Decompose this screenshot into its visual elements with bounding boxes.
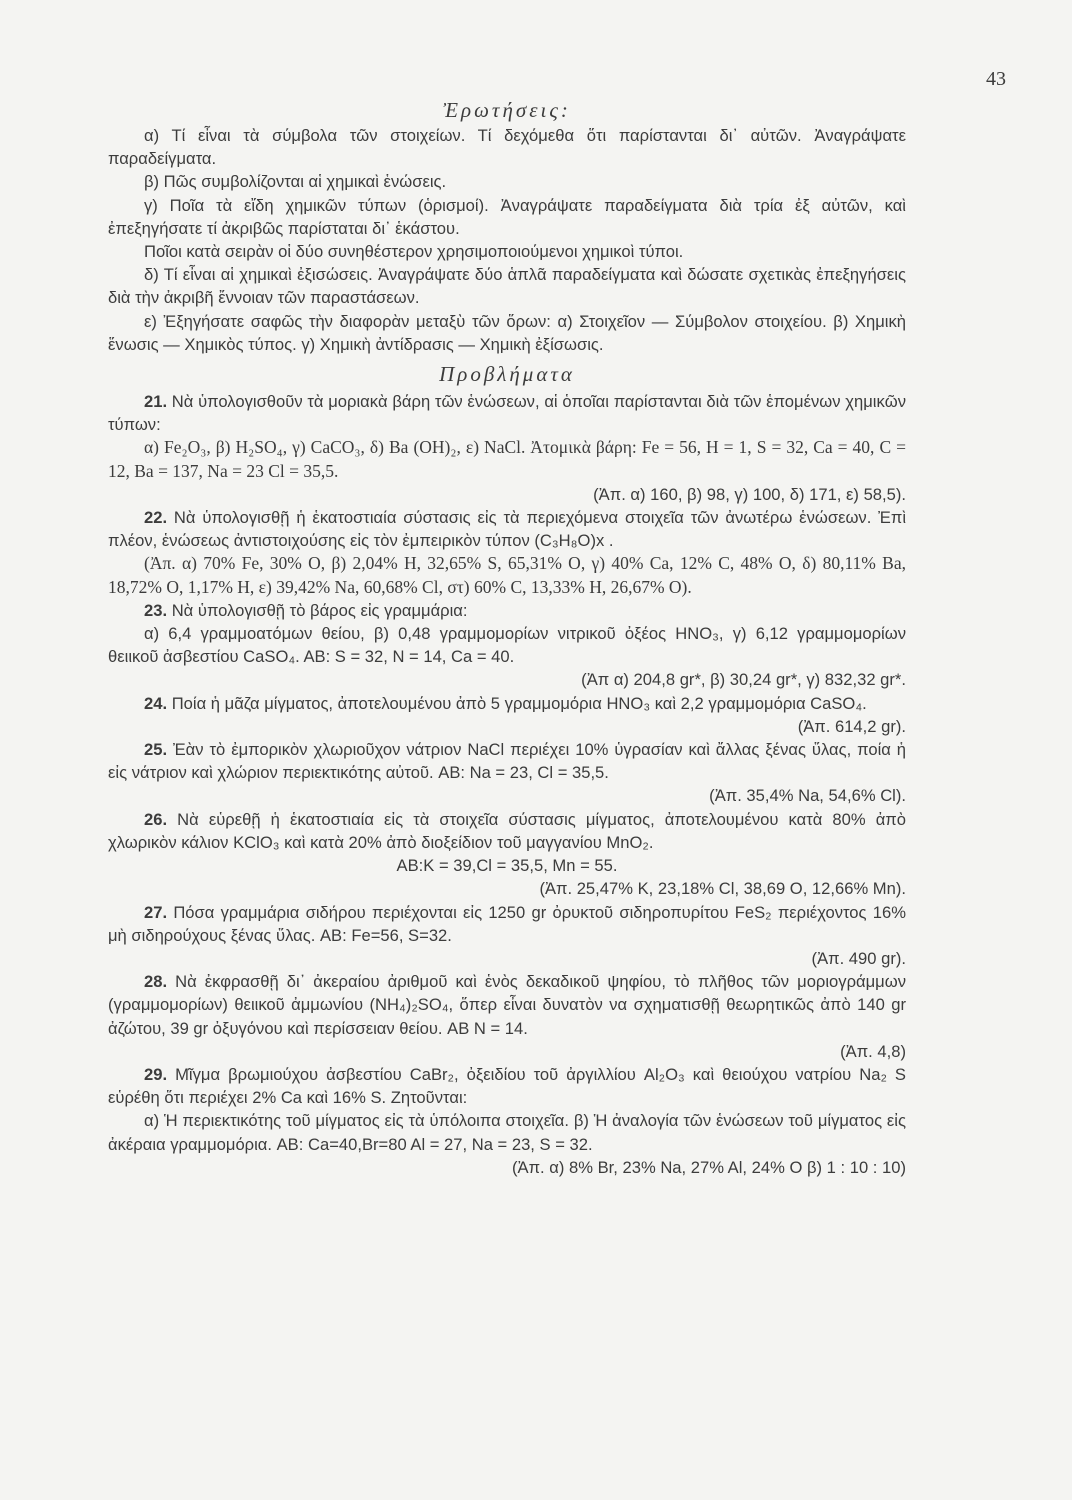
- problem-29-answer: (Ἀπ. α) 8% Br, 23% Na, 27% Al, 24% O β) 1 : 10 : 10): [512, 1157, 906, 1177]
- problem-26-atomic-weights: AB:K = 39,Cl = 35,5, Mn = 55.: [396, 856, 618, 876]
- problem-text: Πόσα γραμμάρια σιδήρου περιέχονται εἰς 1250 gr ὀρυκτοῦ σιδηροπυρίτου FeS₂ περιέχοντος 16% μὴ σιδηρούχους ξένας ὕλας. AB: Fe=56, S=32.: [108, 902, 906, 945]
- problem-number: 26.: [144, 809, 168, 829]
- problem-number: 21.: [144, 392, 168, 412]
- problem-21: [108, 390, 906, 436]
- page-content: [108, 96, 906, 1179]
- problem-29: [108, 1063, 906, 1109]
- problem-28-answer: (Ἀπ. 4,8): [840, 1041, 906, 1061]
- problem-text: Νὰ ὑπολογισθῇ τὸ βάρος εἰς γραμμάρια:: [167, 600, 468, 620]
- question-e: ε) Ἐξηγήσατε σαφῶς τὴν διαφορὰν μεταξὺ τῶν ὅρων: α) Στοιχεῖον — Σύμβολον στοιχείου. β) Χημικὴ ἕνωσις — Χημικὸς τύπος. γ) Χημικὴ ἀντίδρασις — Χημικὴ ἐξίσωσις.: [108, 311, 906, 354]
- page-number: 43: [986, 68, 1006, 90]
- problem-24: [108, 692, 906, 715]
- problem-27: [108, 901, 906, 947]
- problem-text: Ἐὰν τὸ ἐμπορικὸν χλωριοῦχον νάτριον NaCl περιέχει 10% ὑγρασίαν καὶ ἄλλας ξένας ὕλας, ποία ἡ εἰς νάτριον καὶ χλώριον περιεκτικότης αὐτοῦ. AB: Na = 23, Cl = 35,5.: [108, 740, 906, 783]
- problem-21-formulas: α) Fe₂O₃, β) H₂SO₄, γ) CaCO₃, δ) Ba (OH)₂, ε) NaCl. Ἀτομικὰ βάρη: Fe = 56, H = 1, S = 32, Ca = 40, C = 12, Ba = 137, Na = 23 Cl = 35,5.: [108, 437, 906, 481]
- problem-number: 25.: [144, 740, 168, 760]
- problem-22-answer: (Ἀπ. α) 70% Fe, 30% O, β) 2,04% H, 32,65% S, 65,31% O, γ) 40% Ca, 12% C, 48% O, δ) 80,11% Ba, 18,72% O, 1,17% H, ε) 39,42% Na, 60,68% Cl, στ) 60% C, 13,33% H, 26,67% O).: [108, 553, 906, 597]
- problem-21-answer: (Ἀπ. α) 160, β) 98, γ) 100, δ) 171, ε) 58,5).: [593, 484, 906, 504]
- problem-29-body: α) Ἡ περιεκτικότης τοῦ μίγματος εἰς τὰ ὑπόλοιπα στοιχεῖα. β) Ἡ ἀναλογία τῶν ἑνώσεων τοῦ μίγματος εἰς ἀκέραια γραμμομόρια. AB: Ca=40,Br=80 Al = 27, Na = 23, S = 32.: [108, 1111, 906, 1154]
- problem-number: 23.: [144, 600, 168, 620]
- problem-text: Νὰ ὑπολογισθοῦν τὰ μοριακὰ βάρη τῶν ἑνώσεων, αἱ ὁποῖαι παρίστανται διὰ τῶν ἑπομένων χημικῶν τύπων:: [108, 392, 906, 435]
- problem-text: Νὰ εὑρεθῇ ἡ ἑκατοστιαία εἰς τὰ στοιχεῖα σύστασις μίγματος, ἀποτελουμένου κατὰ 80% ἀπὸ χλωρικὸν κάλιον KClO₃ καὶ κατὰ 20% ἀπὸ διοξείδιον τοῦ μαγγανίου MnO₂.: [108, 809, 906, 852]
- problem-28: [108, 970, 906, 1040]
- problem-text: Ποία ἡ μᾶζα μίγματος, ἀποτελουμένου ἀπὸ 5 γραμμομόρια HNO₃ καὶ 2,2 γραμμομόρια CaSO₄.: [167, 693, 867, 713]
- problem-text: Μῖγμα βρωμιούχου ἀσβεστίου CaBr₂, ὀξειδίου τοῦ ἀργιλλίου Al₂O₃ καὶ θειούχου νατρίου Na₂ S εὑρέθη ὅτι περιέχει 2% Ca καὶ 16% S. Ζητοῦνται:: [108, 1064, 906, 1108]
- problem-23-answer: (Ἀπ α) 204,8 gr*, β) 30,24 gr*, γ) 832,32 gr*.: [581, 670, 906, 690]
- problem-number: 24.: [144, 693, 168, 713]
- question-c-cont: Ποῖοι κατὰ σειρὰν οἱ δύο συνηθέστερον χρησιμοποιούμενοι χημικοὶ τύποι.: [144, 242, 684, 262]
- questions-heading: Ἐρωτήσεις:: [443, 98, 571, 122]
- question-a: α) Τί εἶναι τὰ σύμβολα τῶν στοιχείων. Τί δεχόμεθα ὅτι παρίστανται δι᾽ αὐτῶν. Ἀναγράψατε παραδείγματα.: [108, 126, 906, 169]
- problem-25-answer: (Ἀπ. 35,4% Na, 54,6% Cl).: [709, 786, 906, 806]
- question-d: δ) Τί εἶναι αἱ χημικαὶ ἐξισώσεις. Ἀναγράψατε δύο ἁπλᾶ παραδείγματα καὶ δώσατε σχετικὰς ἐπεξηγήσεις διὰ τὴν ἀκριβῆ ἔννοιαν τῶν παραστάσεων.: [108, 265, 906, 308]
- problem-26: [108, 808, 906, 854]
- question-c: γ) Ποῖα τὰ εἴδη χημικῶν τύπων (ὁρισμοί). Ἀναγράψατε παραδείγματα διὰ τρία ἐξ αὐτῶν, καὶ ἐπεξηγήσατε τί ἀκριβῶς παρίσταται δι᾽ ἑκάστου.: [108, 195, 906, 238]
- problem-27-answer: (Ἀπ. 490 gr).: [811, 948, 906, 968]
- problem-22: [108, 506, 906, 552]
- problem-23: [108, 599, 906, 622]
- problem-25: [108, 738, 906, 784]
- problem-24-answer: (Ἀπ. 614,2 gr).: [797, 716, 906, 736]
- problem-23-body: α) 6,4 γραμμοατόμων θείου, β) 0,48 γραμμομορίων νιτρικοῦ ὀξέος HNO₃, γ) 6,12 γραμμομορίων θειικοῦ ἀσβεστίου CaSO₄. AB: S = 32, N = 14, Ca = 40.: [108, 624, 906, 667]
- problem-number: 29.: [144, 1064, 168, 1084]
- problem-number: 28.: [144, 972, 168, 992]
- problem-number: 22.: [144, 508, 168, 528]
- problem-26-answer: (Ἀπ. 25,47% K, 23,18% Cl, 38,69 O, 12,66% Mn).: [539, 879, 906, 899]
- question-b: β) Πῶς συμβολίζονται αἱ χημικαὶ ἑνώσεις.: [144, 172, 447, 192]
- problem-text: Νὰ ὑπολογισθῇ ἡ ἑκατοστιαία σύστασις εἰς τὰ περιεχόμενα στοιχεῖα τῶν ἀνωτέρω ἑνώσεων. Ἐπὶ πλέον, ἑνώσεως ἀντιστοιχούσης εἰς τὸν ἐμπειρικὸν τύπον (C₃H₈O)x .: [108, 508, 906, 551]
- problems-heading: Προβλήματα: [439, 362, 575, 387]
- problem-text: Νὰ ἐκφρασθῇ δι᾽ ἀκεραίου ἀριθμοῦ καὶ ἑνὸς δεκαδικοῦ ψηφίου, τὸ πλῆθος τῶν μοριογράμμων (γραμμομορίων) θειικοῦ ἀμμωνίου (NH₄)₂SO₄, ὅπερ εἶναι δυνατὸν να σχηματισθῇ θεωρητικῶς ἀπὸ 140 gr ἀζώτου, 39 gr ὀξυγόνου καὶ περίσσειαν θείου. AB N = 14.: [108, 972, 906, 1038]
- problem-number: 27.: [144, 902, 168, 922]
